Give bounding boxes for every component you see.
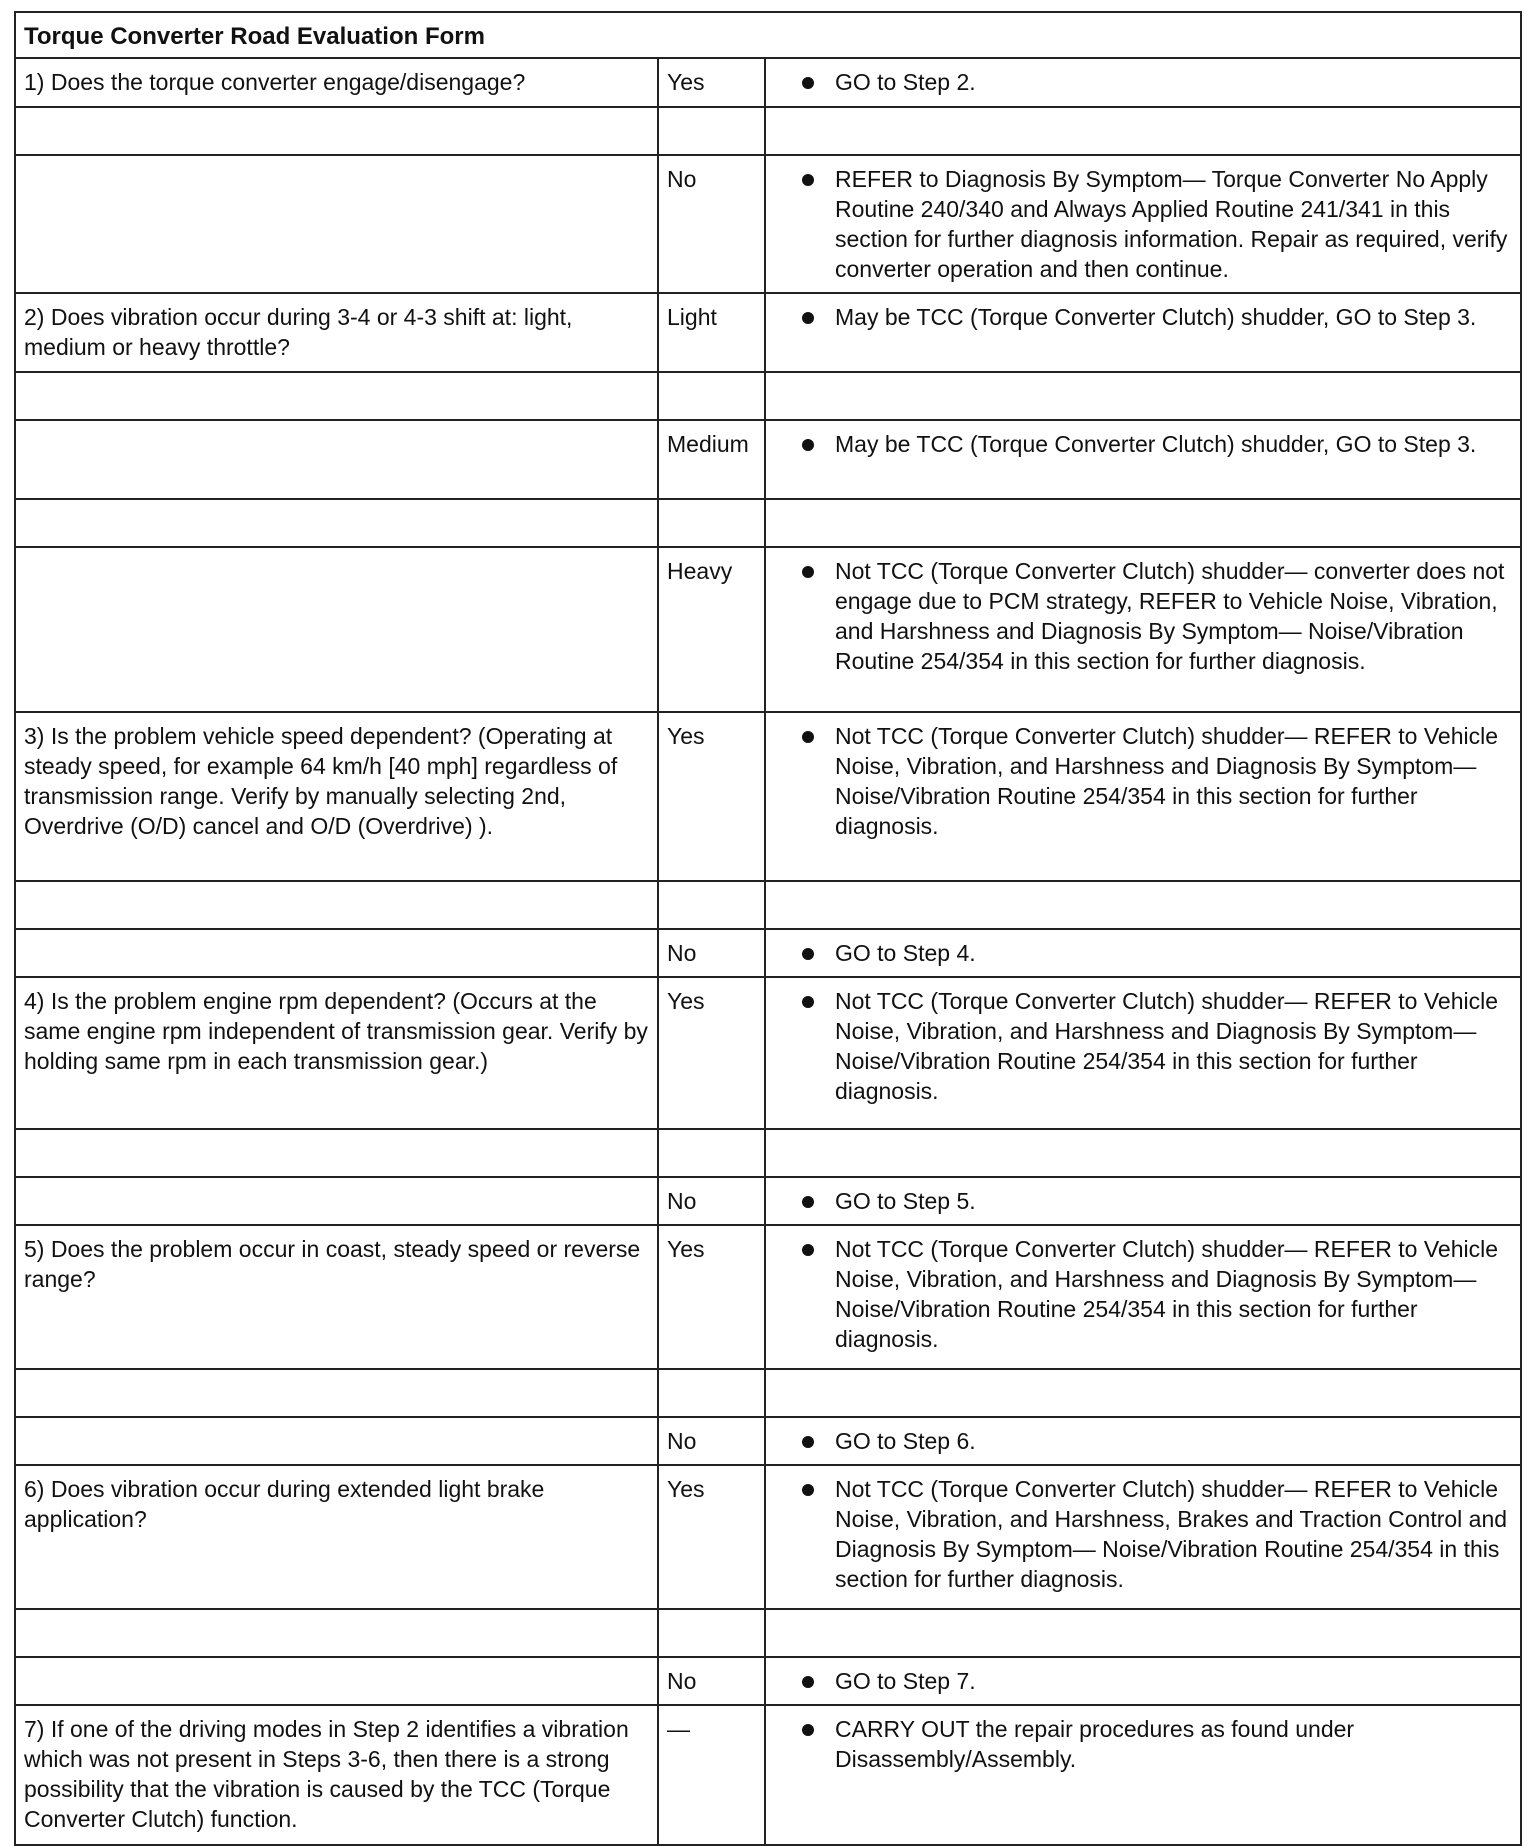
- question-cell: 1) Does the torque converter engage/disengage?: [16, 59, 658, 107]
- table-row: [16, 1417, 1520, 1465]
- condition-cell: Yes: [658, 1465, 765, 1609]
- condition-cell: [658, 1129, 765, 1177]
- condition-cell: Heavy: [658, 547, 765, 712]
- action-bullet-item: [774, 67, 1512, 97]
- action-cell: [765, 420, 1520, 499]
- action-text: GO to Step 6.: [835, 1428, 976, 1454]
- form-title: Torque Converter Road Evaluation Form: [16, 13, 1520, 59]
- bullet-icon: [802, 77, 814, 89]
- evaluation-form: [14, 11, 1522, 1846]
- table-row: [16, 712, 1520, 881]
- action-cell: [765, 881, 1520, 929]
- action-bullet-item: [774, 1714, 1512, 1774]
- action-bullet-item: [774, 429, 1512, 459]
- question-cell: [16, 1369, 658, 1417]
- condition-cell: No: [658, 929, 765, 977]
- condition-cell: [658, 499, 765, 547]
- condition-cell: No: [658, 1177, 765, 1225]
- condition-cell: Medium: [658, 420, 765, 499]
- question-cell: [16, 881, 658, 929]
- question-cell: [16, 1129, 658, 1177]
- action-text: Not TCC (Torque Converter Clutch) shudder— REFER to Vehicle Noise, Vibration, and Harshness and Diagnosis By Symptom— Noise/Vibration Routine 254/354 in this section for further diagnosis.: [835, 988, 1499, 1104]
- table-row: [16, 1369, 1520, 1417]
- question-cell: [16, 107, 658, 155]
- action-cell: [765, 372, 1520, 420]
- bullet-icon: [802, 174, 814, 186]
- table-row: [16, 499, 1520, 547]
- action-bullet-item: [774, 556, 1512, 676]
- action-cell: [765, 1705, 1520, 1844]
- table-row: [16, 155, 1520, 293]
- condition-cell: Light: [658, 293, 765, 372]
- action-text: May be TCC (Torque Converter Clutch) shudder, GO to Step 3.: [835, 304, 1477, 330]
- action-cell: [765, 1609, 1520, 1657]
- table-row: [16, 929, 1520, 977]
- condition-cell: Yes: [658, 712, 765, 881]
- action-text: May be TCC (Torque Converter Clutch) shudder, GO to Step 3.: [835, 431, 1477, 457]
- action-bullet-item: [774, 1234, 1512, 1354]
- action-bullet-item: [774, 302, 1512, 332]
- action-cell: [765, 107, 1520, 155]
- condition-cell: No: [658, 1657, 765, 1705]
- table-row: [16, 420, 1520, 499]
- action-text: Not TCC (Torque Converter Clutch) shudder— REFER to Vehicle Noise, Vibration, and Harshness and Diagnosis By Symptom— Noise/Vibration Routine 254/354 in this section for further diagnosis.: [835, 723, 1499, 839]
- bullet-icon: [802, 1676, 814, 1688]
- action-text: GO to Step 2.: [835, 69, 976, 95]
- table-row: [16, 1177, 1520, 1225]
- action-cell: [765, 1417, 1520, 1465]
- action-text: Not TCC (Torque Converter Clutch) shudder— converter does not engage due to PCM strategy, REFER to Vehicle Noise, Vibration, and Harshness and Diagnosis By Symptom— Noise/Vibration Routine 254/354 in this section for further diagnosis.: [835, 558, 1505, 674]
- question-cell: 6) Does vibration occur during extended light brake application?: [16, 1465, 658, 1609]
- condition-cell: Yes: [658, 977, 765, 1129]
- question-cell: [16, 547, 658, 712]
- action-text: GO to Step 4.: [835, 940, 976, 966]
- table-row: [16, 1225, 1520, 1369]
- action-cell: [765, 1465, 1520, 1609]
- action-cell: [765, 1657, 1520, 1705]
- action-bullet-item: [774, 938, 1512, 968]
- action-cell: [765, 59, 1520, 107]
- action-bullet-item: [774, 1474, 1512, 1594]
- table-row: [16, 107, 1520, 155]
- question-cell: [16, 420, 658, 499]
- question-cell: 2) Does vibration occur during 3-4 or 4-3 shift at: light, medium or heavy throttle?: [16, 293, 658, 372]
- table-row: [16, 1705, 1520, 1844]
- action-bullet-item: [774, 164, 1512, 284]
- bullet-icon: [802, 566, 814, 578]
- action-bullet-item: [774, 1186, 1512, 1216]
- question-cell: [16, 1177, 658, 1225]
- action-cell: [765, 712, 1520, 881]
- action-cell: [765, 499, 1520, 547]
- question-cell: 7) If one of the driving modes in Step 2 identifies a vibration which was not present in Steps 3-6, then there is a strong possibility that the vibration is caused by the TCC (Torque Converter Clutch) function.: [16, 1705, 658, 1844]
- question-cell: [16, 1657, 658, 1705]
- table-row: [16, 1129, 1520, 1177]
- bullet-icon: [802, 312, 814, 324]
- condition-cell: No: [658, 1417, 765, 1465]
- action-cell: [765, 1369, 1520, 1417]
- table-row: [16, 977, 1520, 1129]
- question-cell: 5) Does the problem occur in coast, steady speed or reverse range?: [16, 1225, 658, 1369]
- bullet-icon: [802, 1244, 814, 1256]
- action-cell: [765, 293, 1520, 372]
- condition-cell: [658, 1609, 765, 1657]
- action-text: Not TCC (Torque Converter Clutch) shudder— REFER to Vehicle Noise, Vibration, and Harshness and Diagnosis By Symptom— Noise/Vibration Routine 254/354 in this section for further diagnosis.: [835, 1236, 1499, 1352]
- condition-cell: [658, 1369, 765, 1417]
- condition-cell: Yes: [658, 59, 765, 107]
- action-text: REFER to Diagnosis By Symptom— Torque Converter No Apply Routine 240/340 and Always Applied Routine 241/341 in this section for further diagnosis information. Repair as required, verify converter operation and then continue.: [835, 166, 1508, 282]
- bullet-icon: [802, 996, 814, 1008]
- condition-cell: [658, 107, 765, 155]
- table-row: [16, 1657, 1520, 1705]
- table-row: [16, 1609, 1520, 1657]
- question-cell: 4) Is the problem engine rpm dependent? (Occurs at the same engine rpm independent of transmission gear. Verify by holding same rpm in each transmission gear.): [16, 977, 658, 1129]
- table-row: [16, 881, 1520, 929]
- question-cell: [16, 1417, 658, 1465]
- action-cell: [765, 1177, 1520, 1225]
- question-cell: 3) Is the problem vehicle speed dependent? (Operating at steady speed, for example 64 km/h [40 mph] regardless of transmission range. Verify by manually selecting 2nd, Overdrive (O/D) cancel and O/D (Overdrive) ).: [16, 712, 658, 881]
- question-cell: [16, 155, 658, 293]
- action-bullet-item: [774, 986, 1512, 1106]
- action-cell: [765, 977, 1520, 1129]
- action-bullet-item: [774, 1666, 1512, 1696]
- table-row: [16, 293, 1520, 372]
- action-text: Not TCC (Torque Converter Clutch) shudder— REFER to Vehicle Noise, Vibration, and Harshness, Brakes and Traction Control and Diagnosis By Symptom— Noise/Vibration Routine 254/354 in this section for further diagnosis.: [835, 1476, 1508, 1592]
- condition-cell: [658, 881, 765, 929]
- table-row: [16, 372, 1520, 420]
- bullet-icon: [802, 1724, 814, 1736]
- bullet-icon: [802, 439, 814, 451]
- action-cell: [765, 547, 1520, 712]
- bullet-icon: [802, 1484, 814, 1496]
- question-cell: [16, 372, 658, 420]
- table-row: [16, 59, 1520, 107]
- question-cell: [16, 929, 658, 977]
- condition-cell: [658, 372, 765, 420]
- action-text: GO to Step 7.: [835, 1668, 976, 1694]
- condition-cell: Yes: [658, 1225, 765, 1369]
- table-body: [16, 59, 1520, 1844]
- condition-cell: No: [658, 155, 765, 293]
- action-cell: [765, 1225, 1520, 1369]
- action-cell: [765, 155, 1520, 293]
- bullet-icon: [802, 731, 814, 743]
- condition-cell: —: [658, 1705, 765, 1844]
- bullet-icon: [802, 1436, 814, 1448]
- table-row: [16, 547, 1520, 712]
- action-bullet-item: [774, 1426, 1512, 1456]
- question-cell: [16, 499, 658, 547]
- action-bullet-item: [774, 721, 1512, 841]
- evaluation-table: [16, 59, 1520, 1844]
- action-text: GO to Step 5.: [835, 1188, 976, 1214]
- action-cell: [765, 929, 1520, 977]
- action-cell: [765, 1129, 1520, 1177]
- table-row: [16, 1465, 1520, 1609]
- bullet-icon: [802, 1196, 814, 1208]
- action-text: CARRY OUT the repair procedures as found under Disassembly/Assembly.: [835, 1716, 1355, 1772]
- bullet-icon: [802, 948, 814, 960]
- question-cell: [16, 1609, 658, 1657]
